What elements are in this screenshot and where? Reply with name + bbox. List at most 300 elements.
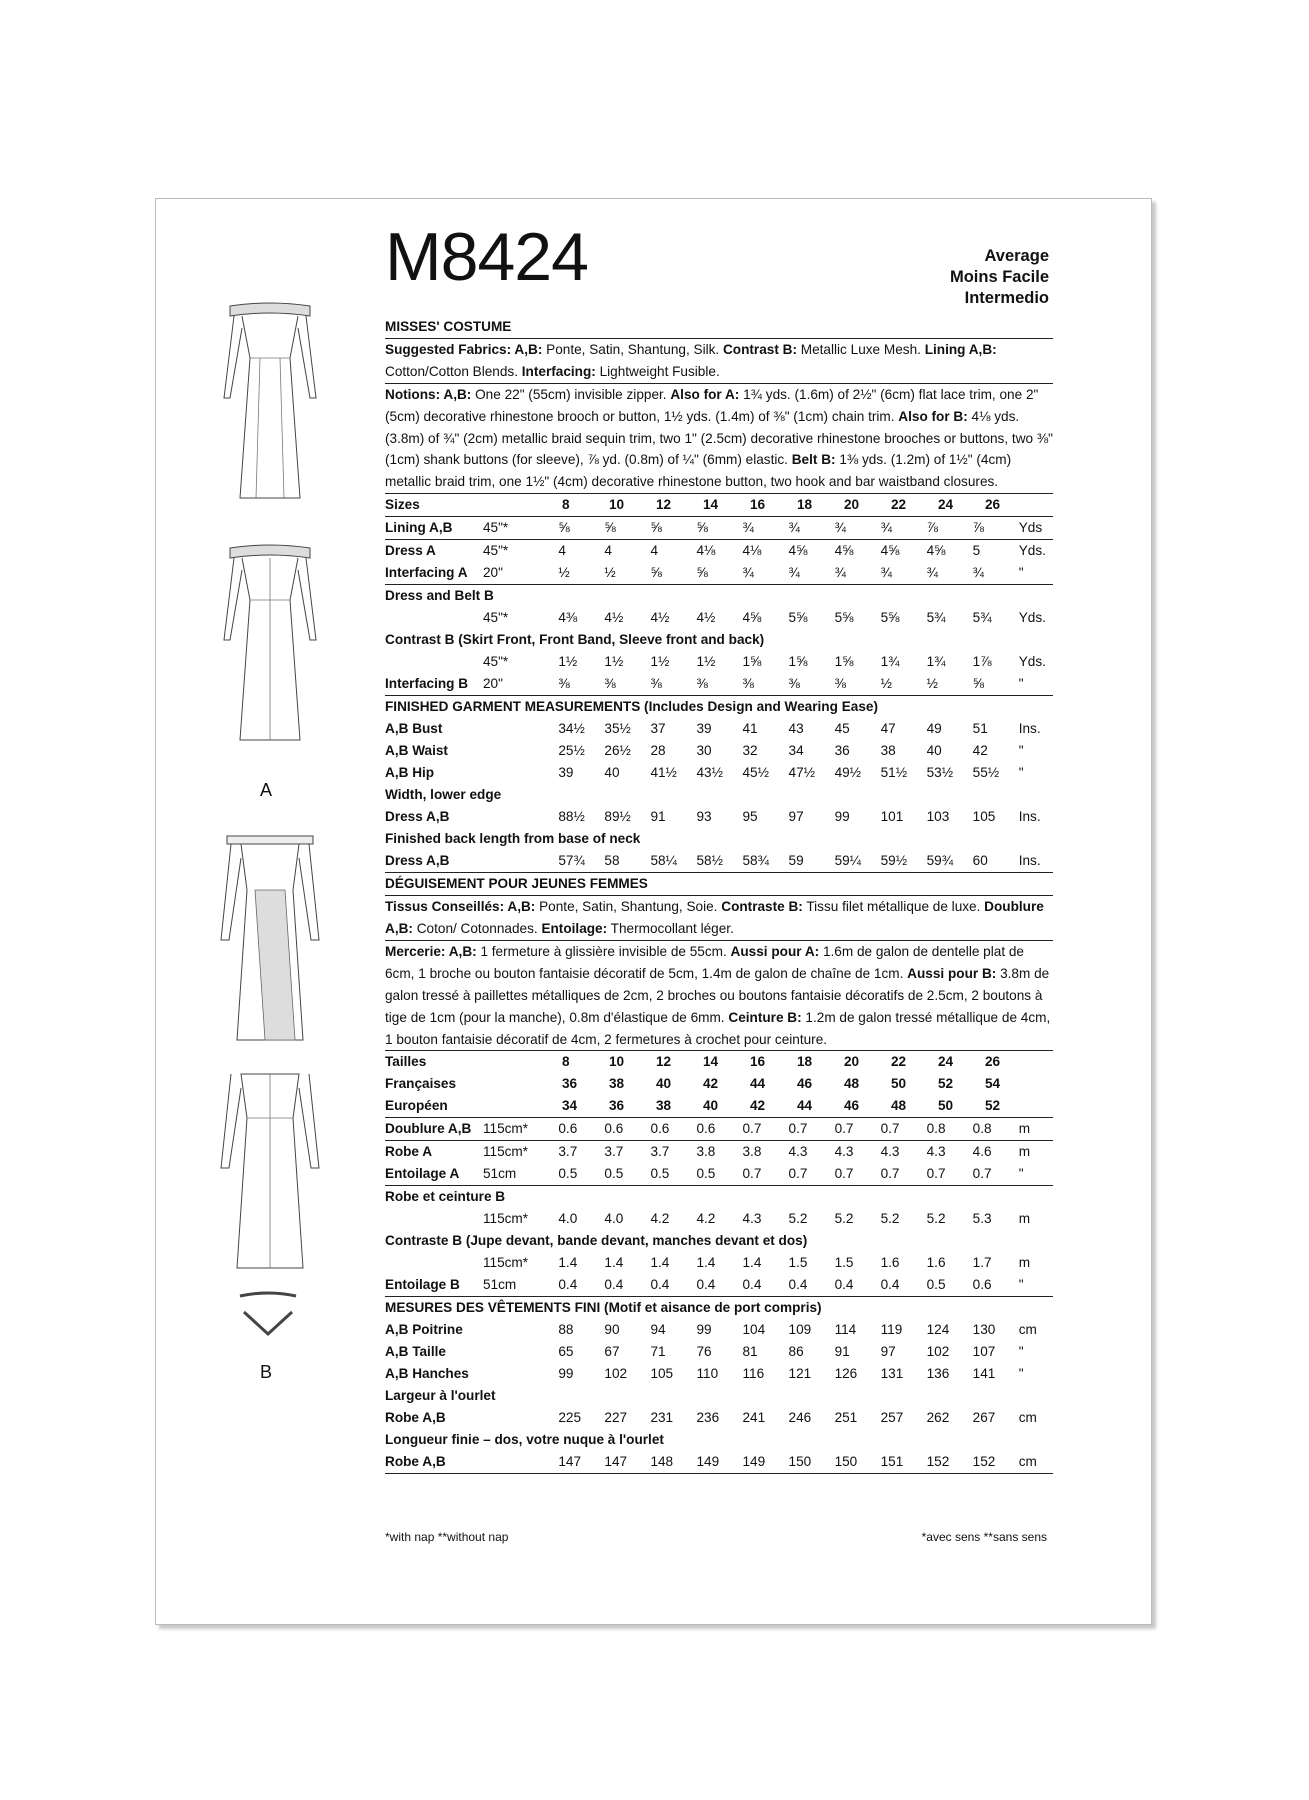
table-row: [385, 1363, 1053, 1385]
cell-value: 1.4: [558, 1255, 578, 1271]
fabric-width: [483, 1407, 558, 1429]
unit: ": [1018, 1366, 1024, 1382]
cell-value: 0.4: [788, 1277, 808, 1293]
table-row: [385, 1385, 1053, 1407]
cell-value: 60: [972, 853, 988, 869]
cell-value: 0.7: [788, 1166, 808, 1182]
cell-value: 4: [650, 543, 658, 559]
fabric-width: 115cm*: [482, 1121, 529, 1137]
row-label: Dress A,B: [385, 853, 450, 869]
row-label-spacer: [385, 607, 483, 629]
cell-value: 1¾: [880, 654, 900, 670]
unit: Ins.: [1018, 721, 1041, 737]
cell-value: 0.6: [604, 1121, 624, 1137]
cell-value: 0.5: [650, 1166, 670, 1182]
cell-value: 65: [558, 1344, 574, 1360]
cell-value: 114: [834, 1322, 857, 1338]
cell-value: 30: [696, 743, 712, 759]
cell-value: 0.7: [972, 1166, 992, 1182]
cell-value: 109: [788, 1322, 812, 1338]
cell-value: 4.0: [558, 1211, 578, 1227]
unit: Ins.: [1018, 809, 1041, 825]
cell-value: 4⅝: [788, 543, 808, 559]
cell-value: 1.6: [926, 1255, 946, 1271]
cell-value: 24: [938, 1054, 954, 1070]
cell-value: ⅝: [650, 565, 662, 581]
cell-value: 59: [788, 853, 804, 869]
cell-value: 71: [650, 1344, 666, 1360]
cell-value: 5⅝: [834, 610, 854, 626]
cell-value: 97: [880, 1344, 896, 1360]
cell-value: 1.4: [742, 1255, 762, 1271]
cell-value: 5⅝: [788, 610, 808, 626]
cell-value: 152: [972, 1454, 996, 1470]
cell-value: 149: [696, 1454, 720, 1470]
unit: m: [1018, 1144, 1031, 1160]
size-value: 24: [938, 497, 954, 513]
tissus-conseilles: Tissus Conseillés: A,B: Ponte, Satin, Shantung, Soie. Contraste B: Tissu filet métallique de luxe. Doublure A,B: Coton/ Cotonnades. Entoilage: Thermocollant léger.: [385, 899, 1044, 936]
table-row: [385, 1341, 1053, 1363]
cell-value: ¾: [880, 565, 892, 581]
fabric-width: [483, 740, 558, 762]
row-heading: Dress and Belt B: [385, 588, 494, 604]
table-row: [385, 585, 1053, 607]
cell-value: ¾: [742, 520, 754, 536]
cell-value: 1½: [558, 654, 578, 670]
cell-value: 47: [880, 721, 896, 737]
cell-value: 39: [558, 765, 574, 781]
table-row: [385, 629, 1053, 651]
difficulty-es: Intermedio: [964, 289, 1049, 307]
cell-value: 4: [558, 543, 566, 559]
cell-value: 32: [742, 743, 758, 759]
row-label: Dress A,B: [385, 809, 450, 825]
row-label: A,B Hanches: [385, 1366, 469, 1382]
cell-value: 107: [972, 1344, 996, 1360]
cell-value: 227: [604, 1410, 628, 1426]
cell-value: 1⅝: [788, 654, 808, 670]
row-heading: Longueur finie – dos, votre nuque à l'ourlet: [385, 1432, 664, 1448]
cell-value: 149: [742, 1454, 766, 1470]
difficulty-level: [950, 246, 1049, 309]
fabric-width: [483, 718, 558, 740]
cell-value: 4⅛: [696, 543, 716, 559]
cell-value: 49: [926, 721, 942, 737]
cell-value: 52: [985, 1098, 1001, 1114]
cell-value: 0.5: [604, 1166, 624, 1182]
view-a-front-sketch: [220, 298, 320, 508]
cell-value: 0.5: [926, 1277, 946, 1293]
footnote-en: *with nap **without nap: [385, 1530, 509, 1544]
cell-value: 44: [750, 1076, 766, 1092]
cell-value: ⅜: [788, 676, 800, 692]
cell-value: 136: [926, 1366, 950, 1382]
cell-value: ½: [880, 676, 892, 692]
cell-value: 152: [926, 1454, 950, 1470]
unit: m: [1018, 1211, 1031, 1227]
cell-value: 241: [742, 1410, 766, 1426]
cell-value: 4½: [650, 610, 670, 626]
row-heading: Largeur à l'ourlet: [385, 1388, 496, 1404]
table-row: [385, 540, 1053, 562]
table-row: [385, 1274, 1053, 1296]
fabric-width: [483, 762, 558, 784]
row-label: Entoilage B: [385, 1277, 460, 1293]
cell-value: 0.7: [742, 1166, 762, 1182]
fabric-width: [485, 1095, 562, 1117]
table-row: [385, 1073, 1053, 1095]
cell-value: 1.5: [834, 1255, 854, 1271]
cell-value: ⅝: [696, 520, 708, 536]
cell-value: 25½: [558, 743, 585, 759]
cell-value: 88½: [558, 809, 585, 825]
cell-value: 124: [926, 1322, 950, 1338]
cell-value: ⅜: [834, 676, 846, 692]
cell-value: 34: [788, 743, 804, 759]
cell-value: 76: [696, 1344, 712, 1360]
cell-value: 34: [562, 1098, 578, 1114]
fabric-width: 45"*: [482, 610, 509, 626]
table-row: [385, 1230, 1053, 1252]
cell-value: 44: [797, 1098, 813, 1114]
cell-value: 5¾: [972, 610, 992, 626]
cell-value: 0.4: [834, 1277, 854, 1293]
size-value: 10: [609, 497, 625, 513]
cell-value: 22: [891, 1054, 907, 1070]
cell-value: 3.8: [696, 1144, 716, 1160]
cell-value: 103: [926, 809, 950, 825]
cell-value: 3.7: [558, 1144, 578, 1160]
cell-value: 101: [880, 809, 904, 825]
cell-value: 231: [650, 1410, 674, 1426]
cell-value: ⅝: [972, 676, 984, 692]
cell-value: ⅜: [604, 676, 616, 692]
cell-value: 0.7: [834, 1121, 854, 1137]
cell-value: 251: [834, 1410, 858, 1426]
row-heading: Contrast B (Skirt Front, Front Band, Sleeve front and back): [385, 632, 765, 648]
cell-value: 40: [604, 765, 620, 781]
english-finished-table: [385, 718, 1053, 872]
table-row: [385, 1252, 1053, 1274]
cell-value: ⅞: [926, 520, 938, 536]
cell-value: 49½: [834, 765, 862, 781]
cell-value: 40: [926, 743, 942, 759]
cell-value: 58¼: [650, 853, 677, 869]
cell-value: 48: [891, 1098, 907, 1114]
cell-value: ⅜: [558, 676, 570, 692]
row-label: Robe A: [385, 1144, 433, 1160]
cell-value: 4⅝: [742, 610, 762, 626]
cell-value: 147: [604, 1454, 628, 1470]
cell-value: 43: [788, 721, 804, 737]
cell-value: 45½: [742, 765, 769, 781]
cell-value: 4½: [604, 610, 624, 626]
difficulty-fr: Moins Facile: [949, 268, 1049, 286]
cell-value: 150: [788, 1454, 812, 1470]
suggested-fabrics: Suggested Fabrics: A,B: Ponte, Satin, Shantung, Silk. Contrast B: Metallic Luxe Mesh. Lining A,B: Cotton/Cotton Blends. Interfacing: Lightweight Fusible.: [385, 341, 997, 379]
size-value: 18: [797, 497, 813, 513]
table-row: [385, 562, 1053, 584]
cell-value: 105: [650, 1366, 674, 1382]
cell-value: 0.6: [696, 1121, 716, 1137]
row-label: Doublure A,B: [385, 1121, 472, 1137]
french-yardage-table: [385, 1118, 1053, 1296]
table-row: [385, 806, 1053, 828]
row-label-spacer: [385, 1208, 483, 1230]
sizes-row: [385, 494, 1053, 516]
cell-value: 104: [742, 1322, 766, 1338]
french-title: DÉGUISEMENT POUR JEUNES FEMMES: [385, 876, 648, 892]
cell-value: 59¼: [834, 853, 862, 869]
row-label: Françaises: [385, 1076, 457, 1092]
unit: Yds: [1018, 520, 1043, 536]
cell-value: 1.4: [696, 1255, 716, 1271]
cell-value: 42: [750, 1098, 766, 1114]
cell-value: 119: [880, 1322, 903, 1338]
mesures-title: MESURES DES VÊTEMENTS FINI (Motif et aisance de port compris): [385, 1300, 822, 1316]
cell-value: ⅝: [650, 520, 662, 536]
cell-value: 4.3: [742, 1211, 762, 1227]
unit: ": [1018, 765, 1024, 781]
cell-value: ⅜: [650, 676, 662, 692]
cell-value: 4.3: [834, 1144, 854, 1160]
cell-value: 1.4: [650, 1255, 670, 1271]
cell-value: 5⅝: [880, 610, 900, 626]
cell-value: 67: [604, 1344, 620, 1360]
cell-value: 52: [938, 1076, 954, 1092]
cell-value: 0.7: [880, 1166, 900, 1182]
fabric-width: [483, 1363, 558, 1385]
cell-value: 37: [650, 721, 666, 737]
cell-value: 0.6: [558, 1121, 578, 1137]
cell-value: 102: [604, 1366, 628, 1382]
english-yardage-table: [385, 494, 1053, 695]
cell-value: 5¾: [926, 610, 946, 626]
row-label: Interfacing A: [385, 565, 468, 581]
cell-value: 131: [880, 1366, 904, 1382]
cell-value: 39: [696, 721, 712, 737]
cell-value: 59¾: [926, 853, 954, 869]
cell-value: 4.3: [926, 1144, 946, 1160]
cell-value: 55½: [972, 765, 1000, 781]
cell-value: 0.5: [558, 1166, 578, 1182]
cell-value: ⅝: [696, 565, 708, 581]
cell-value: 51½: [880, 765, 908, 781]
footnote-fr: *avec sens **sans sens: [921, 1530, 1047, 1544]
cell-value: ¾: [834, 520, 846, 536]
cell-value: 34½: [558, 721, 585, 737]
cell-value: 257: [880, 1410, 904, 1426]
english-title: MISSES' COSTUME: [385, 319, 512, 334]
cell-value: 26: [985, 1054, 1001, 1070]
unit: ": [1018, 1277, 1024, 1293]
unit: ": [1018, 743, 1024, 759]
cell-value: 50: [938, 1098, 954, 1114]
cell-value: 99: [558, 1366, 574, 1382]
cell-value: 1.5: [788, 1255, 808, 1271]
table-row: [385, 1141, 1053, 1163]
view-b-back-sketch: [215, 1068, 325, 1278]
cell-value: 58½: [696, 853, 723, 869]
table-row: [385, 517, 1053, 539]
belt-b-sketch: [238, 1290, 298, 1340]
cell-value: 48: [844, 1076, 860, 1092]
envelope-content: [385, 316, 1053, 1474]
cell-value: 236: [696, 1410, 720, 1426]
cell-value: ¾: [926, 565, 938, 581]
difficulty-en: Average: [984, 247, 1049, 265]
finished-measurements-title: FINISHED GARMENT MEASUREMENTS (Includes Design and Wearing Ease): [385, 699, 878, 715]
cell-value: 148: [650, 1454, 674, 1470]
cell-value: 99: [696, 1322, 712, 1338]
cell-value: 4.3: [788, 1144, 808, 1160]
cell-value: 3.7: [604, 1144, 624, 1160]
cell-value: 95: [742, 809, 758, 825]
size-value: 26: [985, 497, 1001, 513]
cell-value: 14: [703, 1054, 719, 1070]
fabric-width: 115cm*: [482, 1255, 529, 1271]
unit: ": [1018, 676, 1024, 692]
row-label: Européen: [385, 1098, 448, 1114]
table-row: [385, 1051, 1053, 1073]
table-row: [385, 718, 1053, 740]
cell-value: 10: [609, 1054, 625, 1070]
cell-value: 0.7: [788, 1121, 808, 1137]
cell-value: 99: [834, 809, 850, 825]
cell-value: 58: [604, 853, 620, 869]
cell-value: 26½: [604, 743, 631, 759]
cell-value: 47½: [788, 765, 815, 781]
cell-value: 1⅞: [972, 654, 992, 670]
cell-value: 0.4: [650, 1277, 670, 1293]
cell-value: 4.2: [696, 1211, 716, 1227]
fabric-width: [483, 1341, 558, 1363]
cell-value: 102: [926, 1344, 950, 1360]
fabric-width: 51cm: [482, 1166, 517, 1182]
cell-value: 0.7: [926, 1166, 946, 1182]
unit: cm: [1018, 1322, 1037, 1338]
divider: [385, 1473, 1053, 1474]
row-label: A,B Bust: [385, 721, 443, 737]
unit: ": [1018, 1166, 1024, 1182]
cell-value: ⅞: [972, 520, 984, 536]
view-a-label: A: [260, 780, 273, 800]
cell-value: 1¾: [926, 654, 946, 670]
view-b-label: B: [260, 1362, 273, 1382]
cell-value: 51: [972, 721, 988, 737]
cell-value: 54: [985, 1076, 1001, 1092]
table-row: [385, 1429, 1053, 1451]
unit: cm: [1018, 1454, 1037, 1470]
cell-value: 94: [650, 1322, 666, 1338]
fabric-width: 20": [482, 676, 503, 692]
cell-value: 40: [656, 1076, 672, 1092]
cell-value: ¾: [742, 565, 754, 581]
cell-value: 50: [891, 1076, 907, 1092]
cell-value: 1½: [604, 654, 624, 670]
cell-value: 12: [656, 1054, 672, 1070]
fabric-width: [485, 1051, 562, 1073]
fabric-width: 51cm: [482, 1277, 517, 1293]
size-value: 20: [844, 497, 860, 513]
cell-value: 38: [880, 743, 896, 759]
row-label: Dress A: [385, 543, 436, 559]
cell-value: 88: [558, 1322, 574, 1338]
row-label: Lining A,B: [385, 520, 453, 536]
cell-value: 4⅝: [834, 543, 854, 559]
fabric-width: [485, 494, 562, 516]
cell-value: 262: [926, 1410, 950, 1426]
cell-value: 35½: [604, 721, 631, 737]
cell-value: 0.7: [742, 1121, 762, 1137]
cell-value: 91: [650, 809, 666, 825]
cell-value: 41: [742, 721, 758, 737]
cell-value: 45: [834, 721, 850, 737]
table-row: [385, 762, 1053, 784]
row-label: A,B Taille: [385, 1344, 446, 1360]
cell-value: 126: [834, 1366, 858, 1382]
cell-value: 1½: [650, 654, 670, 670]
cell-value: 116: [742, 1366, 765, 1382]
cell-value: 1.4: [604, 1255, 624, 1271]
cell-value: 43½: [696, 765, 723, 781]
cell-value: 4.0: [604, 1211, 624, 1227]
cell-value: 57¾: [558, 853, 585, 869]
cell-value: 5.2: [926, 1211, 946, 1227]
cell-value: 267: [972, 1410, 996, 1426]
cell-value: ¾: [972, 565, 984, 581]
cell-value: ¾: [880, 520, 892, 536]
table-row: [385, 1163, 1053, 1185]
cell-value: 5.3: [972, 1211, 992, 1227]
cell-value: ⅜: [742, 676, 754, 692]
cell-value: 86: [788, 1344, 804, 1360]
mercerie: Mercerie: A,B: 1 fermeture à glissière invisible de 55cm. Aussi pour A: 1.6m de galon de dentelle plat de 6cm, 1 broche ou bouton fantaisie décoratif de 5cm, 1.4m de galon de chaîne de 1cm. Aussi pour B: 3.8m de galon tressé à paillettes métalliques de 2cm, 2 broches ou boutons fantaisie décoratifs de 2.5cm, 2 boutons à tige de 1cm (pour la manche), 0.8m d'élastique de 6mm. Ceinture B: 1.2m de galon tressé métallique de 4cm, 1 bouton fantaisie décoratif de 4cm, 2 fermetures à crochet pour ceinture.: [385, 943, 1051, 1047]
fabric-width: [483, 850, 558, 872]
cell-value: 90: [604, 1322, 620, 1338]
cell-value: 0.4: [604, 1277, 624, 1293]
cell-value: 93: [696, 809, 712, 825]
cell-value: 0.4: [742, 1277, 762, 1293]
table-row: [385, 651, 1053, 673]
unit: m: [1018, 1255, 1031, 1271]
cell-value: 0.7: [834, 1166, 854, 1182]
fabric-width: 45"*: [482, 543, 509, 559]
cell-value: 36: [834, 743, 850, 759]
view-a-back-sketch: [220, 540, 320, 750]
cell-value: 41½: [650, 765, 677, 781]
cell-value: 4½: [696, 610, 716, 626]
sizes-label: Sizes: [385, 497, 420, 513]
cell-value: 121: [788, 1366, 812, 1382]
cell-value: 0.6: [972, 1277, 992, 1293]
french-sizes-table: [385, 1051, 1053, 1117]
cell-value: ¾: [788, 565, 800, 581]
cell-value: 38: [609, 1076, 625, 1092]
fabric-width: [483, 806, 558, 828]
table-row: [385, 850, 1053, 872]
table-row: [385, 1319, 1053, 1341]
cell-value: 3.8: [742, 1144, 762, 1160]
cell-value: 4.3: [880, 1144, 900, 1160]
cell-value: 42: [703, 1076, 719, 1092]
row-label: Robe A,B: [385, 1454, 446, 1470]
cell-value: 46: [797, 1076, 813, 1092]
cell-value: 42: [972, 743, 988, 759]
fabric-width: 45"*: [482, 654, 509, 670]
cell-value: 0.4: [558, 1277, 578, 1293]
cell-value: ½: [926, 676, 938, 692]
